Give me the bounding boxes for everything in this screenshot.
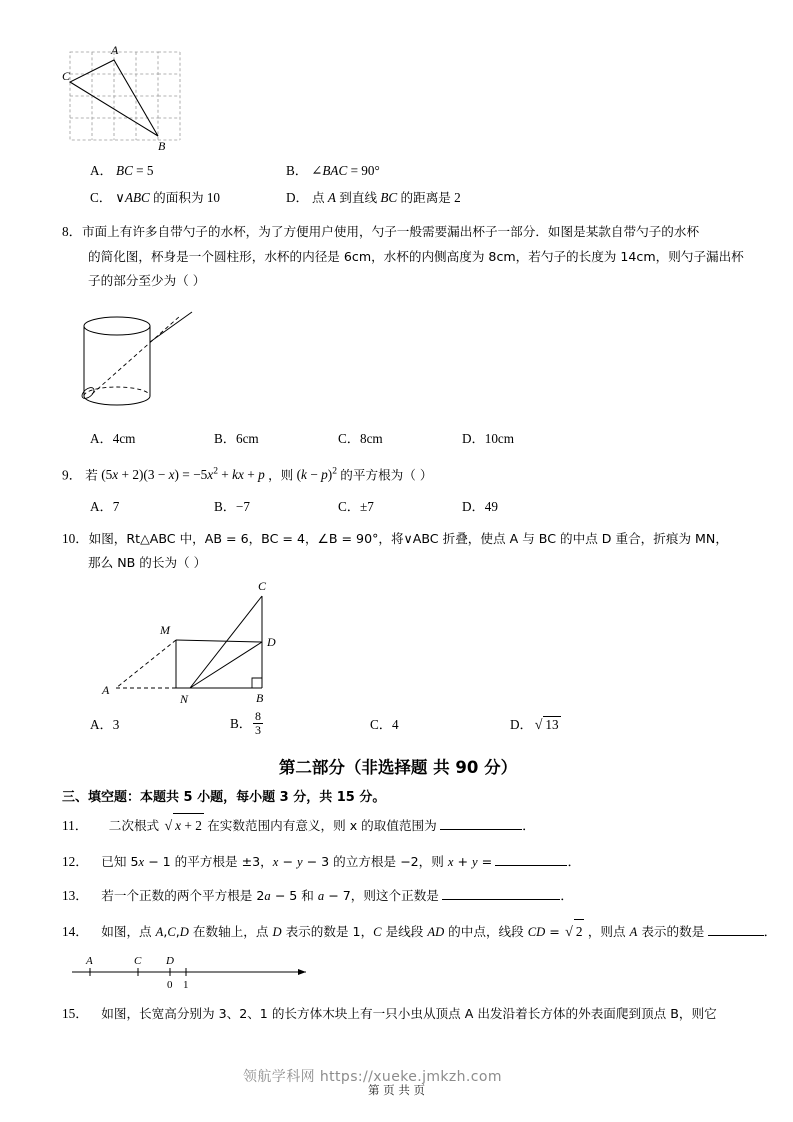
q9-expression-2: $(k - p)^2$	[296, 465, 337, 483]
q10-line2: 那么 NB 的长为（ ）	[88, 555, 207, 571]
fill-blank-section-head: 三、填空题：本题共 5 小题，每小题 3 分，共 15 分。	[62, 789, 386, 805]
q13-answer-blank[interactable]	[442, 887, 560, 901]
q10-option-b-key: B．	[230, 715, 252, 731]
q7-option-b-key: B．	[286, 163, 308, 178]
q14-radicand: 2	[574, 919, 585, 945]
q10-option-a-key: A．	[90, 717, 113, 733]
q12-tail: ．	[567, 853, 581, 869]
q8-line1: 市面上有许多自带勺子的水杯，为了方便用户使用，勺子一般需要漏出杯子一部分．如图是某款自带勺子的水杯	[81, 224, 700, 239]
q8-option-c-key: C．	[338, 430, 360, 446]
q7-figure	[62, 40, 734, 158]
q7-option-d[interactable]: D． 点 A 到直线 BC 的距离是 2	[286, 190, 461, 205]
q8-options-row	[62, 428, 734, 447]
q15-stem	[62, 1002, 734, 1027]
q14-radical: √ 2	[563, 919, 584, 946]
q10-options-row	[62, 710, 734, 738]
q8-stem	[62, 220, 744, 294]
q9-expression: $(5x + 2)(3 - x) = -5x^2$ + kx + p	[101, 465, 265, 483]
q10-option-b-denominator: 3	[254, 723, 261, 738]
svg-text:N: N	[180, 691, 189, 706]
q10-option-b-fraction	[253, 710, 263, 738]
q10-figure	[62, 578, 734, 710]
q7-options-row-2	[62, 187, 734, 206]
q9-option-a-key: A．	[90, 498, 113, 514]
q9-option-d-key: D．	[462, 498, 485, 514]
q11-answer-blank[interactable]	[440, 816, 522, 830]
q9-option-b[interactable]	[214, 496, 338, 515]
q7-triangle-grid-svg	[62, 40, 222, 158]
q10-option-a[interactable]	[90, 714, 230, 733]
q9-option-a-text: 7	[112, 498, 120, 514]
q8-line3: 子的部分至少为（ ）	[88, 273, 206, 289]
q7-option-a[interactable]: A． BC = 5	[90, 163, 154, 178]
q10-fold-triangle-svg	[94, 578, 354, 710]
q9-number: 9．	[62, 467, 82, 483]
svg-text:1: 1	[183, 978, 189, 991]
svg-text:C: C	[134, 954, 142, 967]
q14-answer-blank[interactable]	[708, 922, 764, 936]
q8-figure	[62, 298, 734, 428]
q8-option-c[interactable]	[338, 428, 462, 447]
q11-pre: 二次根式	[108, 817, 160, 833]
q8-line2: 的简化图，杯身是一个圆柱形，水杯的内径是 6cm，水杯的内侧高度为 8cm，若勺子的长度为 14cm，则勺子漏出杯	[88, 248, 744, 264]
q9-option-d[interactable]	[462, 496, 498, 515]
q12-answer-blank[interactable]	[495, 852, 567, 866]
q10-line1: 如图，Rt△ABC 中，AB = 6，BC = 4，∠B = 90°，将∨ABC 折叠，使点 A 与 BC 的中点 D 重合，折痕为 MN，	[88, 530, 728, 546]
q14-axis-svg	[66, 952, 326, 998]
q15-number: 15．	[62, 1005, 89, 1021]
svg-text:C: C	[62, 69, 71, 83]
svg-text:A: A	[86, 954, 93, 967]
q11-post: 在实数范围内有意义，则 x 的取值范围为	[207, 817, 437, 833]
part2-title: 第二部分（非选择题 共 90 分）	[278, 757, 518, 777]
watermark: 领航学科网 https://xueke.jmkzh.com	[243, 1069, 502, 1085]
q10-option-c-text: 4	[391, 717, 399, 733]
q14-number-line-figure	[62, 952, 734, 998]
q10-option-d-radicand: 13	[545, 716, 559, 732]
q7-options-row-1	[62, 160, 734, 179]
q8-option-d[interactable]	[462, 428, 514, 447]
q7-option-c-key: C．	[90, 190, 112, 205]
q9-text-post: 的平方根为（ ）	[340, 467, 433, 483]
q10-option-d[interactable]	[510, 714, 561, 734]
q14-tail: ．	[763, 923, 777, 939]
q9-option-b-text: −7	[235, 498, 251, 514]
q9-option-c-key: C．	[338, 498, 360, 514]
q14-stem	[62, 919, 777, 946]
q13-stem	[62, 884, 734, 909]
svg-text:M: M	[160, 622, 170, 637]
q10-option-b[interactable]	[230, 710, 370, 738]
q8-option-a-key: A．	[90, 430, 113, 446]
q8-option-b-text: 6cm	[235, 430, 259, 446]
q7-option-b[interactable]: B． ∠BAC = 90°	[286, 163, 380, 178]
q9-option-c-text: ±7	[359, 498, 374, 514]
page-content	[62, 40, 777, 1026]
q11-number: 11．	[62, 817, 89, 833]
q8-option-b[interactable]	[214, 428, 338, 447]
q10-stem	[62, 527, 734, 576]
q13-number: 13．	[62, 888, 89, 904]
q8-option-a[interactable]	[90, 428, 214, 447]
q9-option-c[interactable]	[338, 496, 462, 515]
q9-stem	[62, 463, 734, 488]
q14-pre: 如图，点 A,C,D 在数轴上，点 D 表示的数是 1，C 是线段 AD 的中点，线段 CD =	[101, 923, 560, 939]
page-footer: 第 页 共 页	[368, 1083, 425, 1097]
q10-option-a-text: 3	[112, 717, 120, 733]
q9-option-b-key: B．	[214, 498, 236, 514]
svg-text:0: 0	[167, 978, 173, 991]
svg-text:A: A	[102, 682, 110, 697]
q13-tail: ．	[560, 888, 574, 904]
q7-option-b-text: BAC	[322, 163, 348, 178]
q7-option-a-key: A．	[90, 163, 113, 178]
q14-number: 14．	[62, 923, 89, 939]
q8-option-d-text: 10cm	[484, 430, 515, 446]
q8-option-d-key: D．	[462, 430, 485, 446]
q11-tail: ．	[522, 817, 536, 833]
q9-options-row	[62, 496, 734, 515]
q8-cup-spoon-svg	[62, 298, 262, 428]
q9-text-pre: 若	[85, 467, 98, 483]
svg-text:A: A	[111, 43, 119, 57]
q12-number: 12．	[62, 853, 89, 869]
q10-number: 10．	[62, 530, 89, 546]
q12-stem	[62, 850, 734, 875]
q8-option-c-text: 8cm	[359, 430, 383, 446]
svg-text:B: B	[256, 690, 264, 705]
svg-text:C: C	[258, 578, 267, 593]
q14-post: ，则点 A 表示的数是	[587, 923, 705, 939]
q11-stem	[62, 813, 734, 840]
q7-option-a-text: BC	[116, 163, 133, 178]
q7-option-d-key: D．	[286, 190, 309, 205]
q12-text: 已知 5x − 1 的平方根是 ±3，x − y − 3 的立方根是 −2，则 x + y =	[101, 853, 493, 869]
q8-option-b-key: B．	[214, 430, 236, 446]
q10-option-c[interactable]	[370, 714, 510, 733]
svg-text:D: D	[267, 634, 276, 649]
q10-option-c-key: C．	[370, 717, 392, 733]
q11-radical: √ x + 2	[162, 813, 203, 840]
q9-text-mid: ，则	[268, 467, 294, 483]
svg-text:B: B	[158, 139, 166, 153]
q10-option-d-radical: √ 13	[534, 716, 559, 733]
q13-text: 若一个正数的两个平方根是 2a − 5 和 a − 7，则这个正数是	[101, 888, 439, 904]
svg-text:D: D	[166, 954, 174, 967]
q10-option-b-numerator: 8	[254, 708, 261, 723]
q8-option-a-text: 4cm	[112, 430, 136, 446]
q9-option-d-text: 49	[484, 498, 498, 514]
q9-option-a[interactable]	[90, 496, 214, 515]
q8-number: 8．	[62, 224, 82, 239]
q15-text: 如图，长宽高分别为 3、2、1 的长方体木块上有一只小虫从顶点 A 出发沿着长方体的外表面爬到顶点 B，则它	[101, 1005, 717, 1021]
q10-option-d-key: D．	[510, 716, 533, 732]
q7-option-c[interactable]: C． ∨ABC 的面积为 10	[90, 190, 221, 205]
